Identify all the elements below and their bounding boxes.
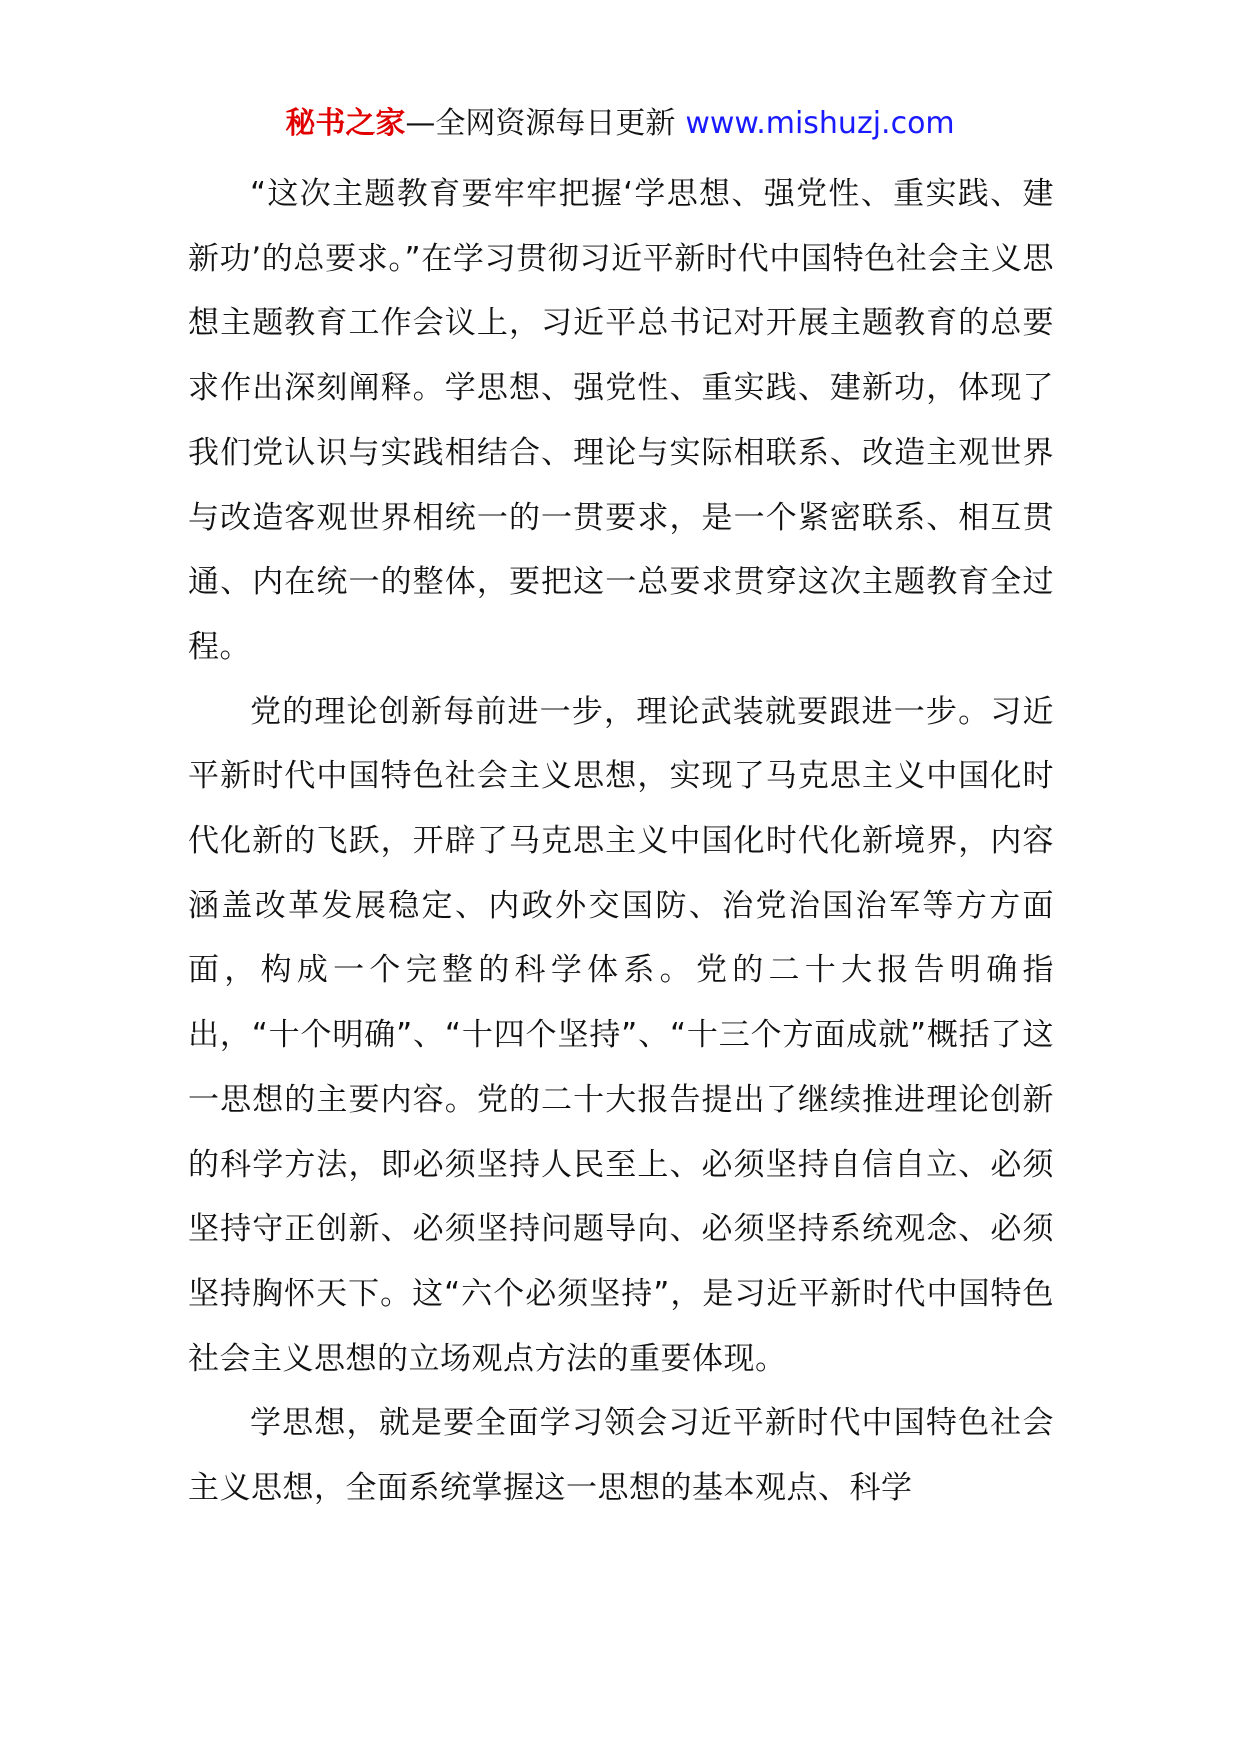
site-url-link[interactable]: www.mishuzj.com bbox=[685, 106, 955, 141]
paragraph: “这次主题教育要牢牢把握‘学思想、强党性、重实践、建新功’的总要求。”在学习贯彻习近平新时代中国特色社会主义思想主题教育工作会议上，习近平总书记对开展主题教育的总要求作出深刻阐释。学思想、强党性、重实践、建新功，体现了我们党认识与实践相结合、理论与实际相联系、改造主观世界与改造客观世界相统一的一贯要求，是一个紧密联系、相互贯通、内在统一的整体，要把这一总要求贯穿这次主题教育全过程。 bbox=[188, 176, 1054, 665]
brand-name: 秘书之家 bbox=[285, 106, 406, 141]
page-header bbox=[0, 104, 1240, 144]
document-body bbox=[188, 162, 1054, 1521]
paragraph: 党的理论创新每前进一步，理论武装就要跟进一步。习近平新时代中国特色社会主义思想，实现了马克思主义中国化时代化新的飞跃，开辟了马克思主义中国化时代化新境界，内容涵盖改革发展稳定、内政外交国防、治党治国治军等方方面面，构成一个完整的科学体系。党的二十大报告明确指出，“十个明确”、“十四个坚持”、“十三个方面成就”概括了这一思想的主要内容。党的二十大报告提出了继续推进理论创新的科学方法，即必须坚持人民至上、必须坚持自信自立、必须坚持守正创新、必须坚持问题导向、必须坚持系统观念、必须坚持胸怀天下。这“六个必须坚持”，是习近平新时代中国特色社会主义思想的立场观点方法的重要体现。 bbox=[188, 693, 1054, 1377]
header-tagline: —全网资源每日更新 bbox=[405, 106, 676, 141]
paragraph: 学思想，就是要全面学习领会习近平新时代中国特色社会主义思想，全面系统掌握这一思想的基本观点、科学 bbox=[188, 1405, 1054, 1507]
